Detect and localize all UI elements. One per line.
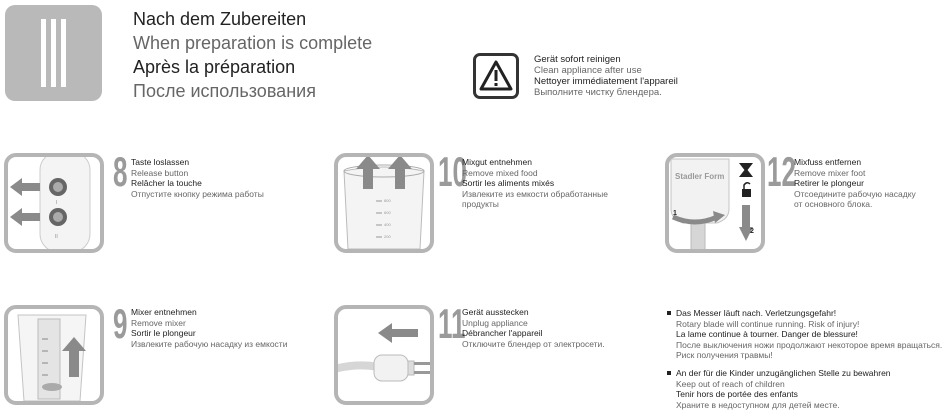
step-8-number: 8 [113, 148, 128, 195]
step-10-illustration [334, 153, 434, 253]
header-icon-tile [5, 5, 102, 101]
svg-text:200: 200 [384, 234, 391, 239]
step-8-text: Taste loslassen Release button Relâcher la touche Отпустите кнопку режима работы [131, 157, 264, 199]
warning-ru: Выполните чистку блендера. [534, 87, 662, 98]
title-russian: После использования [133, 81, 316, 101]
title-german: Nach dem Zubereiten [133, 9, 307, 29]
note-bullet [667, 371, 671, 375]
step-12-text: Mixfuss entfernen Remove mixer foot Retirer le plongeur Отсоедините рабочую насадку от основного блока. [794, 157, 916, 209]
svg-text:I: I [56, 200, 58, 206]
svg-text:600: 600 [384, 210, 391, 215]
note-children-warning: An der für die Kinder unzugänglichen Stelle zu bewahren Keep out of reach of children Tenir hors de portée des enfants Храните в недоступном для детей месте. [676, 368, 891, 410]
svg-text:1: 1 [673, 210, 677, 217]
step-11-number: 11 [438, 300, 466, 347]
step-9-text: Mixer entnehmen Remove mixer Sortir le plongeur Извлеките рабочую насадку из емкости [131, 307, 288, 349]
step-10-text: Mixgut entnehmen Remove mixed food Sortir les aliments mixés Извлеките из емкости обработанные продукты [462, 157, 608, 209]
note-bullet [667, 311, 671, 315]
step-9-number: 9 [113, 300, 128, 347]
roman-numeral-bar [51, 19, 56, 87]
step-8-illustration [4, 153, 104, 253]
title-french: Après la préparation [133, 57, 296, 77]
note-blade-warning: Das Messer läuft nach. Verletzungsgefahr! Rotary blade will continue running. Risk of injury! La lame continue à tourner. Danger de blessure! После выключения ножи продолжают некоторое время вращаться. Риск получения травмы! [676, 308, 943, 360]
roman-numeral-bar [61, 19, 66, 87]
warning-fr: Nettoyer immédiatement l'appareil [534, 76, 678, 87]
step-11-text: Gerät ausstecken Unplug appliance Débrancher l'appareil Отключите блендер от электросети. [462, 307, 605, 349]
step-12-illustration [665, 153, 765, 253]
svg-text:Stadler Form: Stadler Form [675, 172, 725, 181]
warning-icon [473, 53, 519, 99]
step-11-illustration [334, 305, 434, 405]
step-10-number: 10 [438, 148, 467, 195]
svg-text:800: 800 [384, 198, 391, 203]
step-9-illustration [4, 305, 104, 405]
warning-text [534, 54, 678, 98]
roman-numeral-bar [41, 19, 46, 87]
warning-en: Clean appliance after use [534, 65, 642, 76]
svg-text:2: 2 [750, 228, 754, 235]
step-12-number: 12 [767, 148, 796, 195]
title-english: When preparation is complete [133, 33, 373, 53]
svg-text:II: II [55, 234, 58, 240]
warning-de: Gerät sofort reinigen [534, 54, 621, 65]
svg-text:400: 400 [384, 222, 391, 227]
